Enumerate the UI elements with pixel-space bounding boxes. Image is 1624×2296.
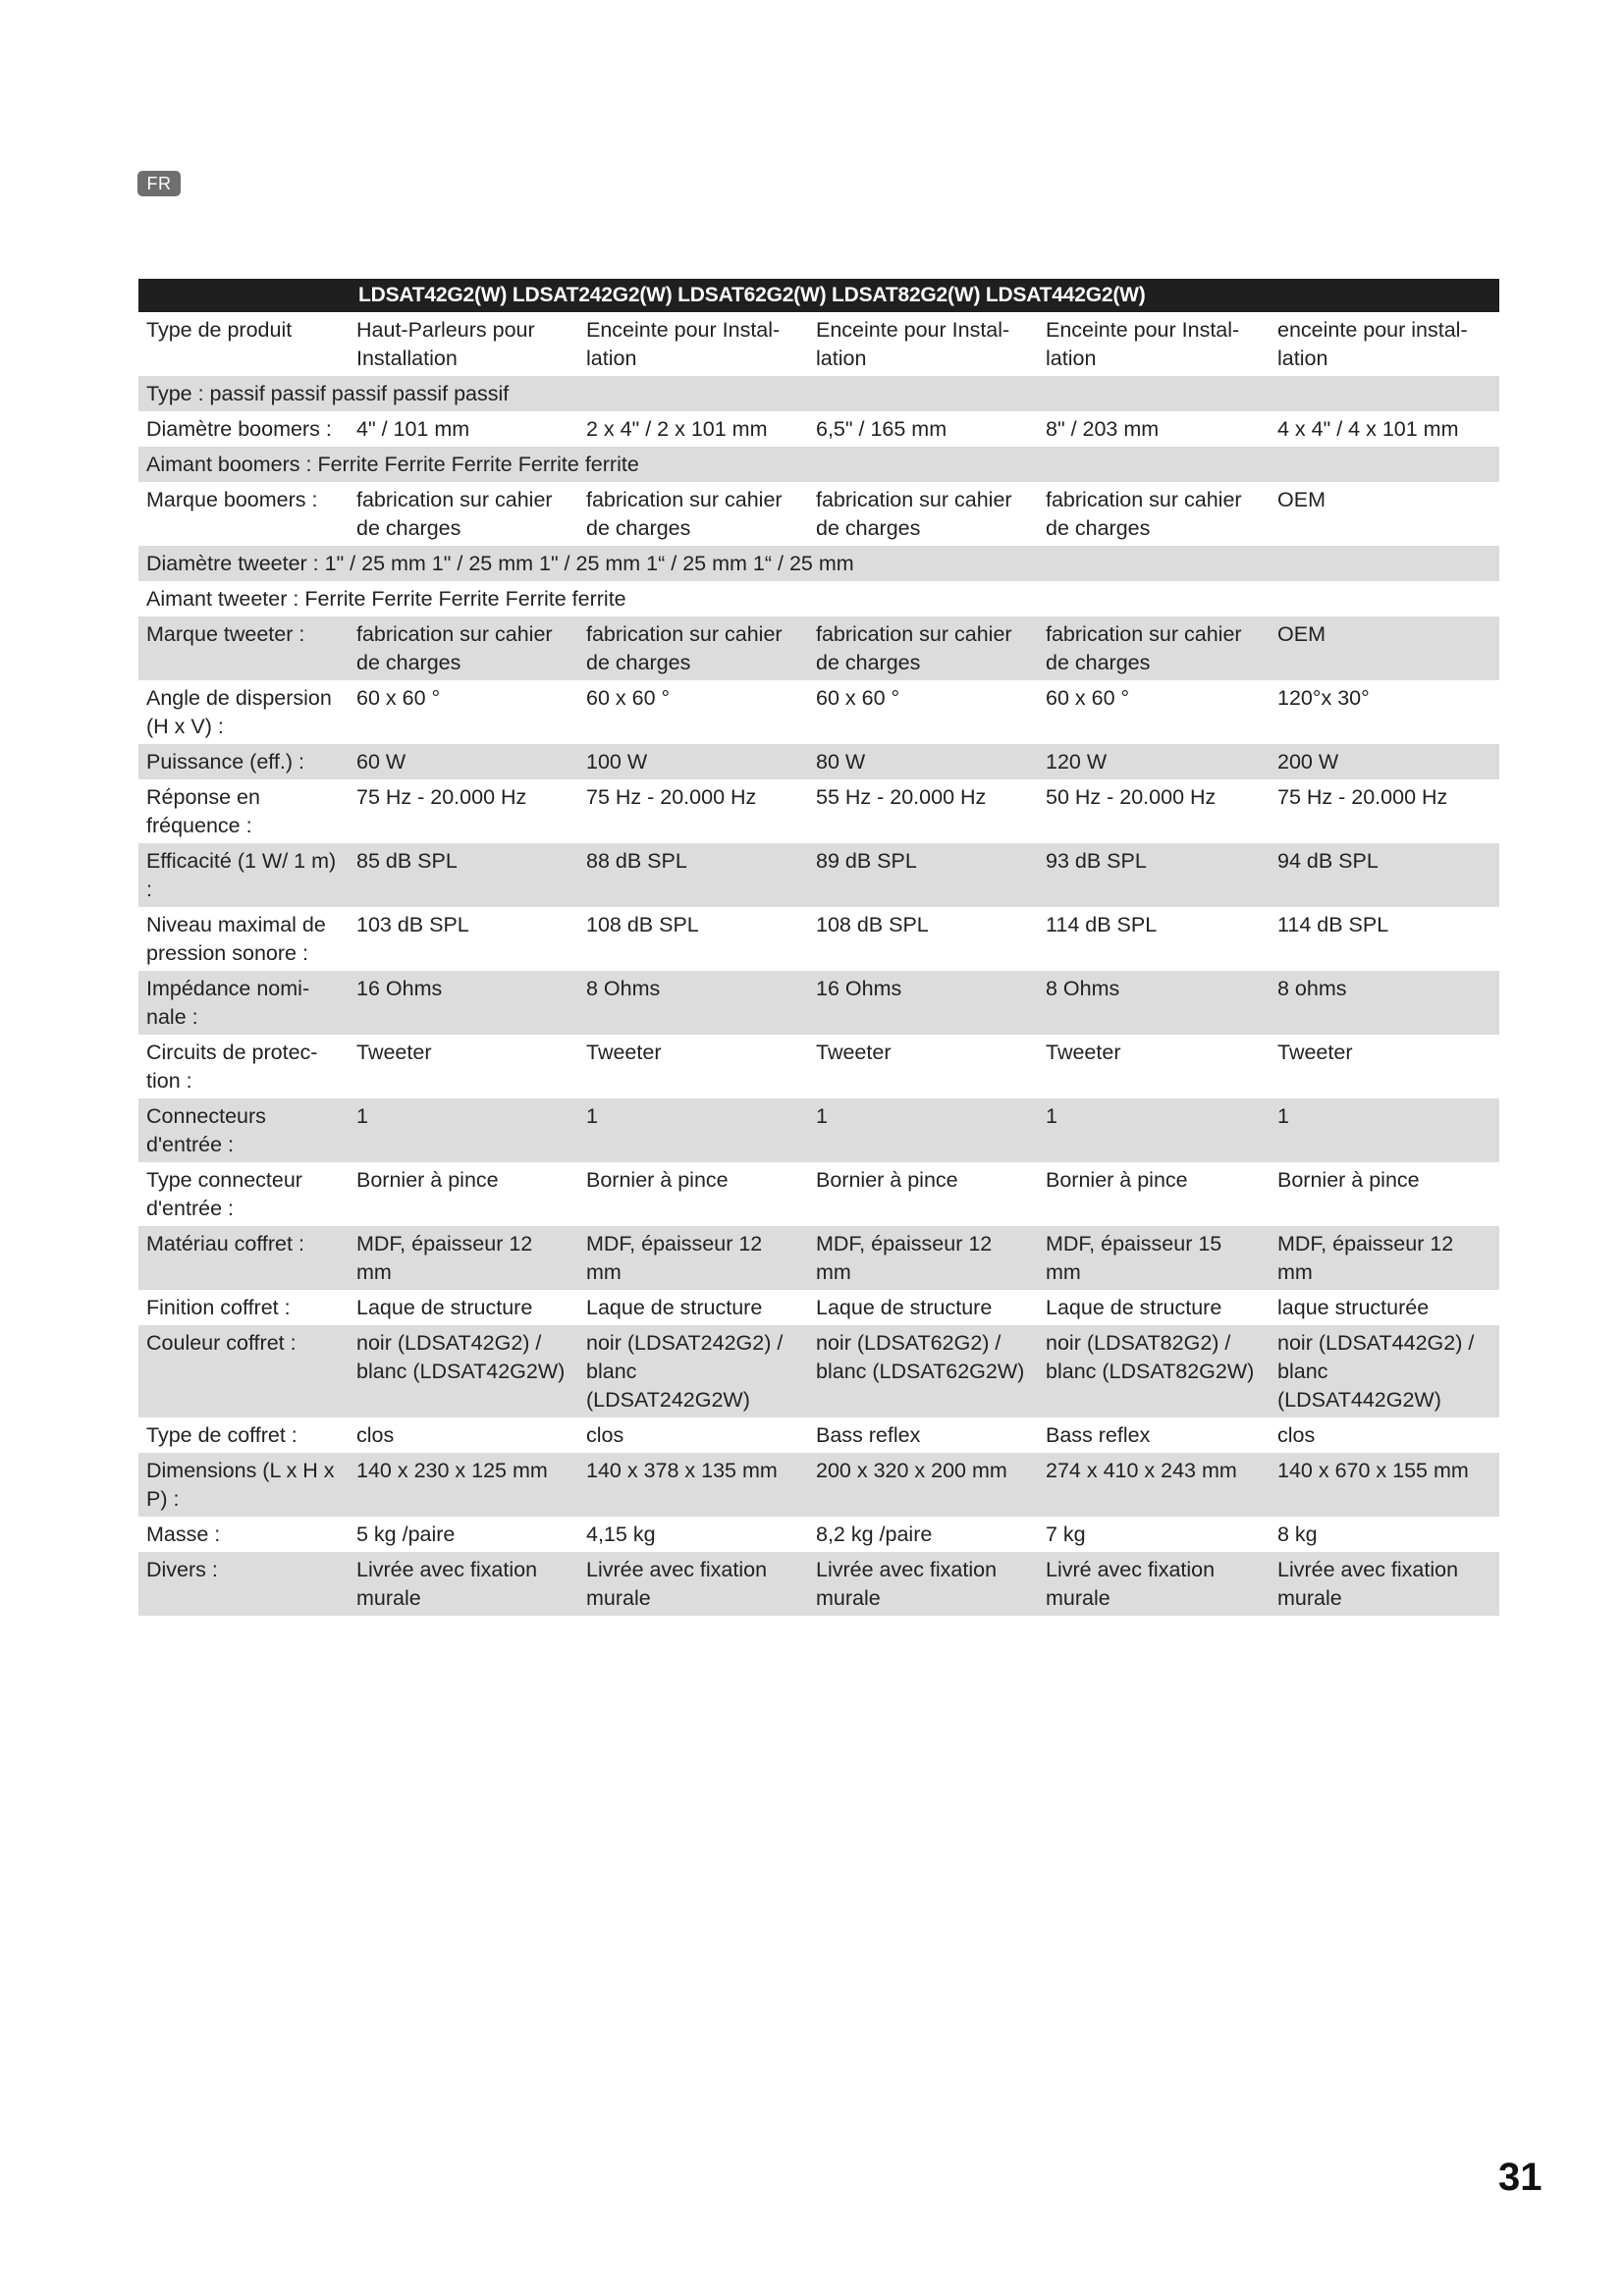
table-row-circuits xyxy=(138,1035,1499,1098)
table-row-angle xyxy=(138,680,1499,744)
cell-ldsat42: 1 xyxy=(349,1098,578,1162)
table-row-marque-tweeter xyxy=(138,616,1499,680)
cell-ldsat82: 8" / 203 mm xyxy=(1046,417,1160,441)
table-row-type-coffret xyxy=(138,1417,1499,1453)
cell-ldsat42: 75 Hz - 20.000 Hz xyxy=(356,785,527,809)
cell-ldsat442: Tweeter xyxy=(1277,1041,1353,1064)
cell-ldsat442: 8 ohms xyxy=(1270,971,1499,1035)
table-header-row xyxy=(138,279,1499,312)
table-header-models: LDSAT42G2(W) LDSAT242G2(W) LDSAT62G2(W) LDSAT82G2(W) LDSAT442G2(W) xyxy=(138,279,1499,312)
cell-ldsat442: laque structurée xyxy=(1277,1296,1430,1319)
cell-ldsat82: 93 dB SPL xyxy=(1038,843,1270,907)
cell-ldsat242: noir (LDSAT242G2) / blanc (LDSAT242G2W) xyxy=(578,1325,808,1417)
cell-ldsat442: 200 W xyxy=(1270,744,1499,779)
cell-ldsat82: Bass reflex xyxy=(1046,1423,1151,1447)
row-label: Divers : xyxy=(138,1552,349,1616)
cell-ldsat62: Bass reflex xyxy=(816,1423,921,1447)
table-row-niveau-max xyxy=(138,907,1499,971)
cell-ldsat82: Bornier à pince xyxy=(1046,1168,1188,1192)
cell-ldsat42: 140 x 230 x 125 mm xyxy=(349,1453,578,1517)
row-label: Niveau maximal de pression sonore : xyxy=(146,913,326,965)
table-row-dimensions xyxy=(138,1453,1499,1517)
cell-ldsat42: Haut-Parleurs pour Installation xyxy=(356,318,535,370)
cell-ldsat82: fabrication sur cahier de charges xyxy=(1046,488,1242,540)
cell-ldsat82: 274 x 410 x 243 mm xyxy=(1038,1453,1270,1517)
cell-ldsat42: Laque de structure xyxy=(356,1296,533,1319)
cell-ldsat62: 108 dB SPL xyxy=(816,913,929,936)
cell-ldsat82: 7 kg xyxy=(1046,1522,1086,1546)
cell-ldsat242: 140 x 378 x 135 mm xyxy=(578,1453,808,1517)
row-label: Réponse en fréquence : xyxy=(146,785,260,837)
cell-ldsat82: 114 dB SPL xyxy=(1046,913,1158,936)
table-row-diametre-tweeter xyxy=(138,546,1499,581)
cell-ldsat442: 8 kg xyxy=(1277,1522,1318,1546)
table-row-efficacite xyxy=(138,843,1499,907)
cell-ldsat82: fabrication sur cahier de charges xyxy=(1038,616,1270,680)
cell-ldsat442: 4 x 4" / 4 x 101 mm xyxy=(1277,417,1459,441)
cell-ldsat442: 75 Hz - 20.000 Hz xyxy=(1277,785,1448,809)
cell-ldsat242: MDF, épaisseur 12 mm xyxy=(578,1226,808,1290)
cell-ldsat62: fabrication sur cahier de charges xyxy=(808,616,1038,680)
row-label: Matériau coffret : xyxy=(138,1226,349,1290)
cell-ldsat42: 16 Ohms xyxy=(349,971,578,1035)
cell-ldsat42: 4" / 101 mm xyxy=(356,417,470,441)
cell-ldsat242: Enceinte pour Instal-lation xyxy=(586,318,781,370)
row-label: Type de produit xyxy=(146,318,293,342)
row-label: Type de coffret : xyxy=(146,1423,298,1447)
cell-ldsat42: 5 kg /paire xyxy=(356,1522,456,1546)
cell-ldsat442: Livrée avec fixation murale xyxy=(1270,1552,1499,1616)
cell-ldsat62: 60 x 60 ° xyxy=(816,686,900,710)
table-row-finition xyxy=(138,1290,1499,1325)
cell-ldsat42: Livrée avec fixation murale xyxy=(349,1552,578,1616)
table-row-reponse xyxy=(138,779,1499,843)
cell-ldsat242: 4,15 kg xyxy=(586,1522,656,1546)
cell-ldsat62: fabrication sur cahier de charges xyxy=(816,488,1012,540)
cell-ldsat242: fabrication sur cahier de charges xyxy=(578,616,808,680)
cell-ldsat442: noir (LDSAT442G2) / blanc (LDSAT442G2W) xyxy=(1270,1325,1499,1417)
row-full-text: Type : passif passif passif passif passif xyxy=(138,376,1499,411)
row-label: Marque boomers : xyxy=(146,488,318,511)
cell-ldsat442: 120°x 30° xyxy=(1277,686,1370,710)
cell-ldsat242: 75 Hz - 20.000 Hz xyxy=(586,785,757,809)
cell-ldsat242: 2 x 4" / 2 x 101 mm xyxy=(586,417,768,441)
row-label: Masse : xyxy=(146,1522,221,1546)
row-label: Impédance nomi-nale : xyxy=(138,971,349,1035)
cell-ldsat62: Enceinte pour Instal-lation xyxy=(816,318,1010,370)
cell-ldsat242: Laque de structure xyxy=(586,1296,763,1319)
cell-ldsat42: 85 dB SPL xyxy=(349,843,578,907)
row-label: Dimensions (L x H x P) : xyxy=(138,1453,349,1517)
cell-ldsat242: Tweeter xyxy=(586,1041,662,1064)
row-label: Type connecteur d'entrée : xyxy=(146,1168,302,1220)
cell-ldsat442: clos xyxy=(1277,1423,1316,1447)
cell-ldsat442: 114 dB SPL xyxy=(1277,913,1389,936)
cell-ldsat442: 140 x 670 x 155 mm xyxy=(1270,1453,1499,1517)
cell-ldsat62: noir (LDSAT62G2) / blanc (LDSAT62G2W) xyxy=(808,1325,1038,1417)
cell-ldsat442: OEM xyxy=(1277,488,1326,511)
cell-ldsat62: 6,5" / 165 mm xyxy=(816,417,947,441)
cell-ldsat42: MDF, épaisseur 12 mm xyxy=(349,1226,578,1290)
table-row-couleur xyxy=(138,1325,1499,1417)
cell-ldsat62: Laque de structure xyxy=(816,1296,993,1319)
cell-ldsat242: clos xyxy=(586,1423,624,1447)
cell-ldsat42: fabrication sur cahier de charges xyxy=(349,616,578,680)
specifications-table xyxy=(138,279,1499,1616)
cell-ldsat42: fabrication sur cahier de charges xyxy=(356,488,553,540)
cell-ldsat242: 1 xyxy=(578,1098,808,1162)
language-badge: FR xyxy=(137,171,181,196)
table-row-type xyxy=(138,376,1499,411)
cell-ldsat42: 103 dB SPL xyxy=(356,913,469,936)
cell-ldsat82: 50 Hz - 20.000 Hz xyxy=(1046,785,1217,809)
table-row-connecteurs xyxy=(138,1098,1499,1162)
cell-ldsat242: 88 dB SPL xyxy=(578,843,808,907)
row-label: Couleur coffret : xyxy=(138,1325,349,1417)
row-label: Puissance (eff.) : xyxy=(138,744,349,779)
row-full-text: Diamètre tweeter : 1" / 25 mm 1" / 25 mm 1" / 25 mm 1“ / 25 mm 1“ / 25 mm xyxy=(138,546,1499,581)
cell-ldsat62: Livrée avec fixation murale xyxy=(808,1552,1038,1616)
cell-ldsat82: 1 xyxy=(1038,1098,1270,1162)
cell-ldsat442: Bornier à pince xyxy=(1277,1168,1420,1192)
row-full-text: Aimant boomers : Ferrite Ferrite Ferrite Ferrite ferrite xyxy=(138,447,1499,482)
cell-ldsat82: 8 Ohms xyxy=(1038,971,1270,1035)
row-full-text: Aimant tweeter : Ferrite Ferrite Ferrite Ferrite ferrite xyxy=(146,587,626,611)
cell-ldsat442: enceinte pour instal-lation xyxy=(1277,318,1468,370)
cell-ldsat42: 60 W xyxy=(349,744,578,779)
cell-ldsat242: 8 Ohms xyxy=(578,971,808,1035)
cell-ldsat62: Bornier à pince xyxy=(816,1168,958,1192)
cell-ldsat82: Enceinte pour Instal-lation xyxy=(1046,318,1240,370)
cell-ldsat442: 1 xyxy=(1270,1098,1499,1162)
cell-ldsat62: 200 x 320 x 200 mm xyxy=(808,1453,1038,1517)
cell-ldsat62: 1 xyxy=(808,1098,1038,1162)
cell-ldsat442: MDF, épaisseur 12 mm xyxy=(1270,1226,1499,1290)
cell-ldsat442: OEM xyxy=(1270,616,1499,680)
cell-ldsat242: 108 dB SPL xyxy=(586,913,699,936)
cell-ldsat82: 120 W xyxy=(1038,744,1270,779)
row-label: Efficacité (1 W/ 1 m) : xyxy=(138,843,349,907)
table-row-marque-boomers xyxy=(138,482,1499,546)
table-row-aimant-tweeter xyxy=(138,581,1499,616)
row-label: Finition coffret : xyxy=(146,1296,291,1319)
table-row-type-connecteur xyxy=(138,1162,1499,1226)
cell-ldsat62: 55 Hz - 20.000 Hz xyxy=(816,785,987,809)
table-row-materiau xyxy=(138,1226,1499,1290)
row-label: Diamètre boomers : xyxy=(146,417,332,441)
cell-ldsat42: Bornier à pince xyxy=(356,1168,499,1192)
cell-ldsat62: 8,2 kg /paire xyxy=(816,1522,933,1546)
cell-ldsat82: noir (LDSAT82G2) / blanc (LDSAT82G2W) xyxy=(1038,1325,1270,1417)
table-row-type-produit xyxy=(138,312,1499,376)
cell-ldsat82: Tweeter xyxy=(1046,1041,1121,1064)
table-row-divers xyxy=(138,1552,1499,1616)
row-label: Angle de dispersion (H x V) : xyxy=(146,686,332,738)
cell-ldsat82: Laque de structure xyxy=(1046,1296,1222,1319)
cell-ldsat242: Livrée avec fixation murale xyxy=(578,1552,808,1616)
cell-ldsat242: Bornier à pince xyxy=(586,1168,729,1192)
cell-ldsat242: 100 W xyxy=(578,744,808,779)
row-label: Circuits de protec-tion : xyxy=(146,1041,318,1093)
cell-ldsat42: 60 x 60 ° xyxy=(356,686,441,710)
cell-ldsat442: 94 dB SPL xyxy=(1270,843,1499,907)
table-row-diametre-boomers xyxy=(138,411,1499,447)
page-number: 31 xyxy=(1498,2156,1543,2199)
table-row-impedance xyxy=(138,971,1499,1035)
row-label: Connecteurs d'entrée : xyxy=(138,1098,349,1162)
row-label: Marque tweeter : xyxy=(138,616,349,680)
cell-ldsat82: MDF, épaisseur 15 mm xyxy=(1038,1226,1270,1290)
cell-ldsat242: fabrication sur cahier de charges xyxy=(586,488,783,540)
cell-ldsat62: 89 dB SPL xyxy=(808,843,1038,907)
cell-ldsat62: MDF, épaisseur 12 mm xyxy=(808,1226,1038,1290)
cell-ldsat62: 80 W xyxy=(808,744,1038,779)
table-row-masse xyxy=(138,1517,1499,1552)
table-row-puissance xyxy=(138,744,1499,779)
cell-ldsat82: Livré avec fixation murale xyxy=(1038,1552,1270,1616)
cell-ldsat42: clos xyxy=(356,1423,395,1447)
cell-ldsat62: 16 Ohms xyxy=(808,971,1038,1035)
cell-ldsat42: noir (LDSAT42G2) / blanc (LDSAT42G2W) xyxy=(349,1325,578,1417)
cell-ldsat62: Tweeter xyxy=(816,1041,892,1064)
cell-ldsat242: 60 x 60 ° xyxy=(586,686,671,710)
cell-ldsat82: 60 x 60 ° xyxy=(1046,686,1130,710)
table-row-aimant-boomers xyxy=(138,447,1499,482)
cell-ldsat42: Tweeter xyxy=(356,1041,432,1064)
